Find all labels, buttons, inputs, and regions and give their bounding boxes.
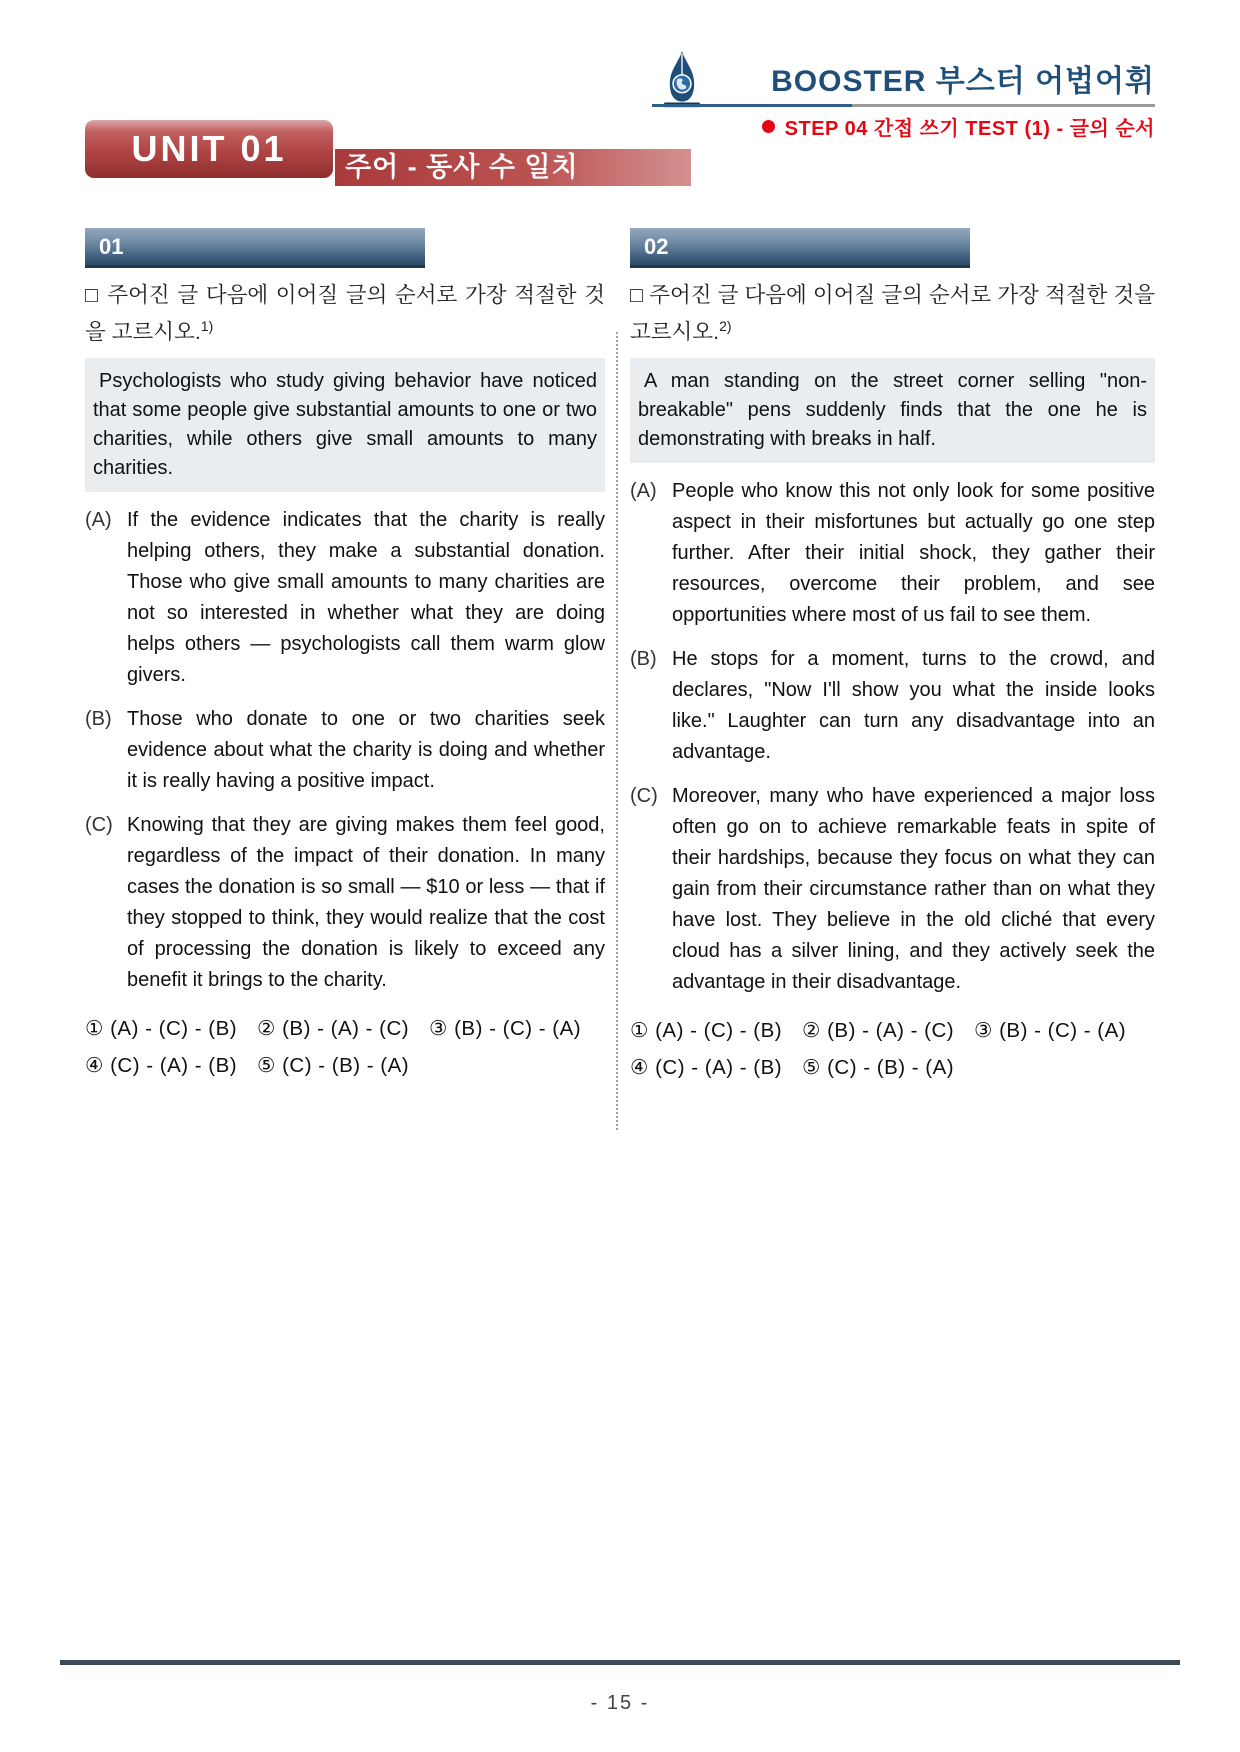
option-4: ④ (C) - (A) - (B) (85, 1054, 238, 1078)
option-2: ② (B) - (A) - (C) (802, 1019, 955, 1043)
step-heading-label: STEP 04 간접 쓰기 TEST (1) - 글의 순서 (784, 118, 1155, 140)
question-01-footnote-ref: 1) (200, 318, 214, 334)
paragraph-label: (B) (85, 708, 112, 731)
option-1: ① (A) - (C) - (B) (630, 1019, 783, 1043)
question-02-paragraph-B (630, 644, 1155, 768)
header-rule (652, 104, 1155, 107)
unit-banner (85, 120, 333, 178)
option-4: ④ (C) - (A) - (B) (630, 1056, 783, 1080)
options-row (85, 1053, 605, 1078)
option-3: ③ (B) - (C) - (A) (429, 1017, 582, 1041)
option-2: ② (B) - (A) - (C) (257, 1017, 410, 1041)
question-01-passage: Psychologists who study giving behavior have noticed that some people give substantial amounts to one or two charities, while others give small amounts to many charities. (85, 358, 605, 492)
options-row (630, 1018, 1155, 1043)
question-02-instruction (630, 280, 1155, 348)
paragraph-label: (C) (85, 814, 113, 837)
question-02-paragraph-A (630, 476, 1155, 631)
paragraph-text: Knowing that they are giving makes them feel good, regardless of the impact of their donation. In many cases the donation is so small — $10 or less — that if they stopped to think, they would realize that the cost of processing the donation is likely to exceed any benefit it brings to the charity. (127, 814, 605, 992)
paragraph-text: If the evidence indicates that the charity is really helping others, they make a substantial donation. Those who give small amounts to many charities are not so interested in whether what they are doing helps others — psychologists call them warm glow givers. (127, 509, 605, 687)
question-01-paragraph-C (85, 810, 605, 996)
option-5: ⑤ (C) - (B) - (A) (802, 1056, 955, 1080)
paragraph-text: Moreover, many who have experienced a major loss often go on to achieve remarkable feats in spite of their hardships, because they focus on what they can gain from their circumstance rather than on what they have lost. They believe in the old cliché that every cloud has a silver lining, and they actively seek the advantage in their disadvantage. (672, 785, 1155, 994)
paragraph-label: (B) (630, 648, 657, 671)
question-02-footnote-ref: 2) (719, 318, 732, 334)
question-01-number-banner: 01 (85, 228, 425, 268)
page-number: - 15 - (590, 1692, 650, 1714)
paragraph-text: He stops for a moment, turns to the crowd, and declares, "Now I'll show you what the inside looks like." Laughter can turn any disadvantage into an advantage. (672, 648, 1155, 764)
question-02-options (630, 1018, 1155, 1080)
question-02 (630, 228, 1155, 1092)
paragraph-text: People who know this not only look for some positive aspect in their misfortunes but actually go one step further. After their initial shock, they gather their resources, overcome their problem, and see opportunities where most of us fail to see them. (672, 480, 1155, 627)
option-1: ① (A) - (C) - (B) (85, 1017, 238, 1041)
unit-topic-label: 주어 - 동사 수 일치 (335, 149, 691, 186)
red-bullet-icon (762, 120, 775, 133)
question-02-instruction-text: □ 주어진 글 다음에 이어질 글의 순서로 가장 적절한 것을 고르시오. (630, 283, 1155, 345)
paragraph-label: (C) (630, 785, 658, 808)
question-02-passage: A man standing on the street corner selling "non-breakable" pens suddenly finds that the one he is demonstrating with breaks in half. (630, 358, 1155, 463)
footer-rule (60, 1660, 1180, 1665)
question-01-paragraph-A (85, 505, 605, 691)
question-01-instruction-text: □ 주어진 글 다음에 이어질 글의 순서로 가장 적절한 것을 고르시오. (85, 283, 605, 345)
question-01-paragraph-B (85, 704, 605, 797)
option-3: ③ (B) - (C) - (A) (974, 1019, 1127, 1043)
header-rule-blue-segment (652, 104, 852, 107)
question-02-paragraph-C (630, 781, 1155, 998)
question-02-number-banner: 02 (630, 228, 970, 268)
step-heading (762, 112, 1155, 141)
question-01-instruction (85, 280, 605, 348)
options-row (85, 1016, 605, 1041)
unit-banner-label: UNIT 01 (131, 128, 287, 169)
column-divider (616, 332, 618, 1130)
book-title: BOOSTER 부스터 어법어휘 (771, 65, 1155, 98)
paragraph-text: Those who donate to one or two charities seek evidence about what the charity is doing and whether it is really having a positive impact. (127, 708, 605, 793)
question-01-options (85, 1016, 605, 1078)
paragraph-label: (A) (630, 480, 657, 503)
question-01 (85, 228, 605, 1090)
header-rule-gray-segment (852, 104, 1155, 107)
option-5: ⑤ (C) - (B) - (A) (257, 1054, 410, 1078)
paragraph-label: (A) (85, 509, 112, 532)
pen-nib-logo-icon (662, 50, 702, 110)
options-row (630, 1055, 1155, 1080)
